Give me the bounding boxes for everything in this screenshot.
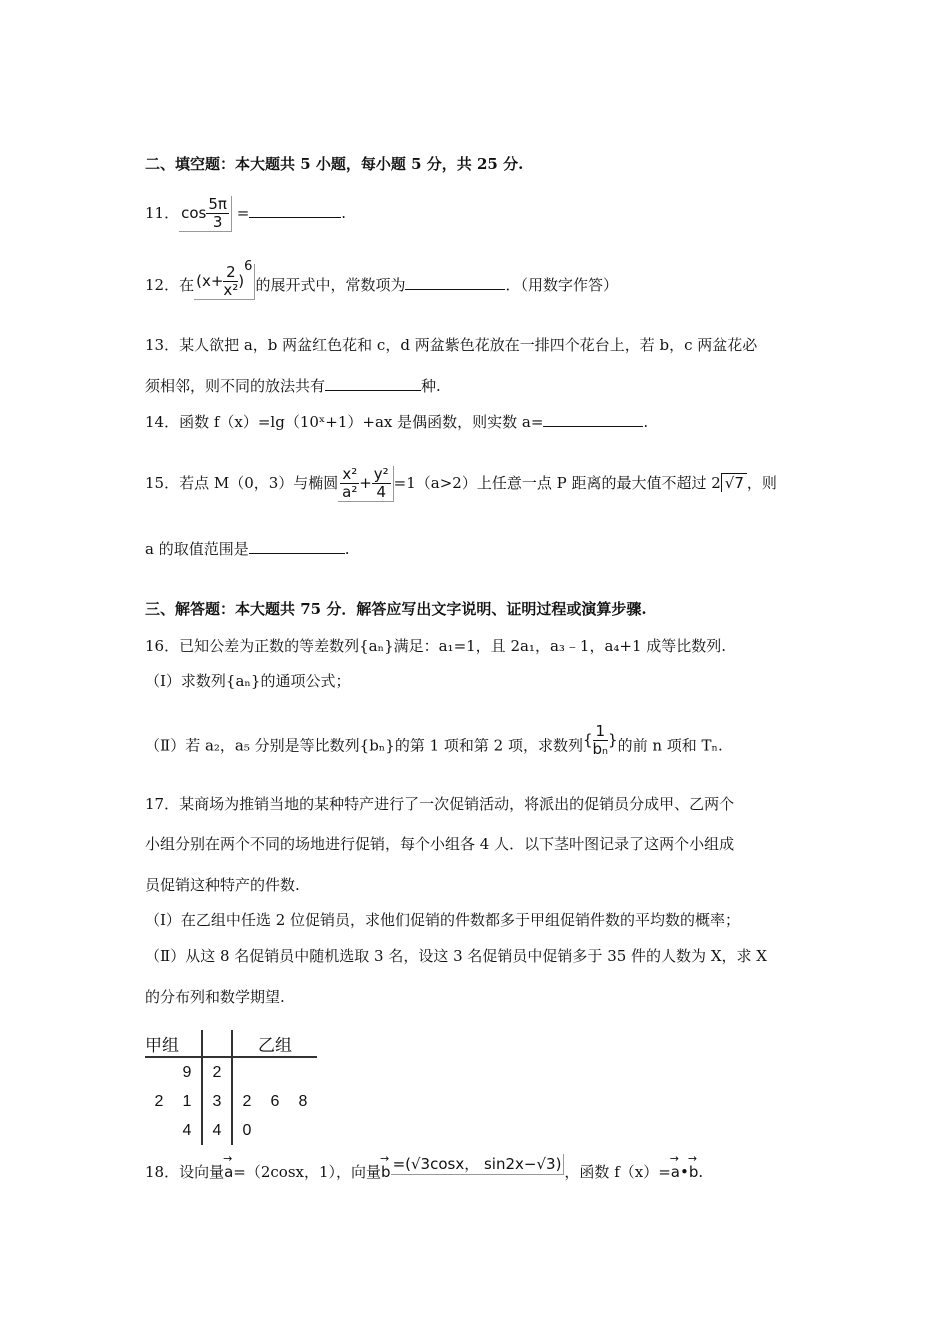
question-17-line3: 员促销这种特产的件数.	[145, 876, 300, 894]
answer-blank[interactable]	[249, 539, 345, 554]
question-17-part2: （Ⅱ）从这 8 名促销员中随机选取 3 名，设这 3 名促销员中促销多于 35 件的人数为 X，求 X	[145, 947, 767, 965]
stem-row: 2 1 3 2 6 8	[145, 1087, 317, 1116]
question-17-line2: 小组分别在两个不同的场地进行促销，每个小组各 4 人．以下茎叶图记录了这两个小组成	[145, 835, 735, 853]
section3-heading: 三、解答题：本大题共 75 分．解答应写出文字说明、证明过程或演算步骤.	[145, 600, 647, 618]
answer-blank[interactable]	[543, 412, 643, 427]
vector-b-components: =(√3cosx， sin2x−√3)	[391, 1154, 565, 1175]
answer-blank[interactable]	[249, 203, 341, 218]
question-15-line2: a 的取值范围是 .	[145, 540, 350, 558]
question-14: 14．函数 f（x）=lg（10ˣ+1）+ax 是偶函数，则实数 a= .	[145, 413, 649, 431]
question-18: 18．设向量→ a=（2cosx，1），向量→ b =(√3cosx， sin2x−√3) ，函数 f（x）=→ a•→ b.	[145, 1162, 703, 1183]
q12-formula: (x+ $\frac{2}{\text{x²}}$ )$^6$	[194, 264, 255, 300]
question-12: 12．在 (x+ $\frac{2}{\text{x²}}$ )$^6$的展开式中，常数项为 ．（用数字作答）	[145, 259, 618, 299]
q11-number: 11．	[145, 204, 180, 222]
q11-formula: cos $\frac{5\pi}{3}$	[179, 196, 232, 232]
section2-heading: 二、填空题：本大题共 5 小题，每小题 5 分，共 25 分.	[145, 155, 524, 173]
group-yi-header: 乙组	[232, 1030, 317, 1057]
group-jia-header: 甲组	[145, 1030, 202, 1057]
question-16-part2: （Ⅱ）若 a₂，a₅ 分别是等比数列{bₙ}的第 1 项和第 2 项，求数列{ $\frac{1}{\text{bₙ}}$ }的前 n 项和 Tₙ.	[145, 722, 723, 758]
question-17-line4: 的分布列和数学期望.	[145, 988, 285, 1006]
stem-row: 9 2	[145, 1057, 317, 1087]
question-11: 11． cos $\frac{5\pi}{3}$ = .	[145, 195, 347, 231]
question-13-line1: 13．某人欲把 a，b 两盆红色花和 c，d 两盆紫色花放在一排四个花台上，若 b，c 两盆花必	[145, 336, 758, 354]
answer-blank[interactable]	[405, 275, 505, 290]
vector-b: → b	[381, 1162, 391, 1182]
question-16-line1: 16．已知公差为正数的等差数列{aₙ}满足：a₁=1，且 2a₁，a₃﹣1，a₄+1 成等比数列.	[145, 637, 727, 655]
reciprocal-sequence: { $\frac{1}{\text{bₙ}}$ }	[582, 722, 618, 758]
question-13-line2: 须相邻，则不同的放法共有 种.	[145, 377, 441, 395]
ellipse-formula: $\frac{\text{x²}}{\text{a²}}$ + $\frac{\text{y²}}{4}$	[338, 466, 393, 502]
answer-blank[interactable]	[325, 376, 421, 391]
question-17-line1: 17．某商场为推销当地的某种特产进行了一次促销活动，将派出的促销员分成甲、乙两个	[145, 795, 735, 813]
vector-a: → a	[224, 1162, 233, 1182]
question-15: 15．若点 M（0，3）与椭圆 $\frac{\text{x²}}{\text{a²}}$ + $\frac{\text{y²}}{4}$ =1（a>2）上任意一点 P 距离的最大值不超过 2 √7 ，则	[145, 465, 777, 501]
question-16-part1: （Ⅰ）求数列{aₙ}的通项公式；	[145, 672, 351, 690]
stem-leaf-plot	[145, 1030, 317, 1145]
sqrt-7: √7	[721, 473, 747, 492]
question-17-part1: （Ⅰ）在乙组中任选 2 位促销员，求他们促销的件数都多于甲组促销件数的平均数的概率；	[145, 911, 741, 929]
stem-row: 4 4 0	[145, 1116, 317, 1145]
